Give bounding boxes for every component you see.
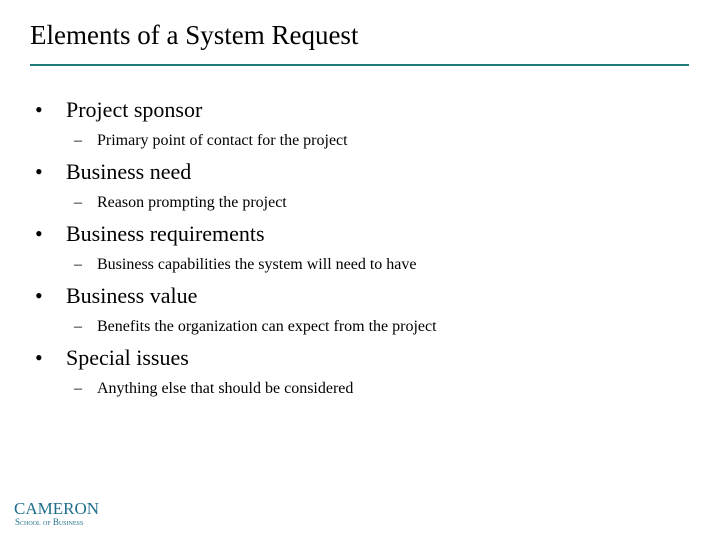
bullet-dot: • (35, 283, 43, 308)
sub-bullet-dash: – (74, 318, 82, 335)
bullet-dot: • (35, 97, 43, 122)
sub-bullet-dash: – (74, 380, 82, 397)
bullet-label: Business requirements (66, 221, 265, 246)
bullet-label: Business value (66, 283, 198, 308)
sub-bullet-text: Primary point of contact for the project (97, 132, 348, 149)
sub-bullet-text: Benefits the organization can expect from the project (97, 318, 437, 335)
sub-bullet-text: Anything else that should be considered (97, 380, 354, 397)
bullet-dot: • (35, 159, 43, 184)
bullet-label: Business need (66, 159, 192, 184)
bullet-label: Project sponsor (66, 97, 203, 122)
sub-bullet-dash: – (74, 256, 82, 273)
cameron-logo (14, 500, 104, 532)
slide-title: Elements of a System Request (30, 20, 359, 50)
sub-bullet-dash: – (74, 132, 82, 149)
sub-bullet-text: Business capabilities the system will need to have (97, 256, 417, 273)
sub-bullet-text: Reason prompting the project (97, 194, 287, 211)
bullet-dot: • (35, 221, 43, 246)
sub-bullet-dash: – (74, 194, 82, 211)
bullet-label: Special issues (66, 345, 189, 370)
bullet-dot: • (35, 345, 43, 370)
logo-subtitle: School of Business (15, 517, 84, 527)
logo-wordmark: CAMERON (14, 499, 100, 518)
